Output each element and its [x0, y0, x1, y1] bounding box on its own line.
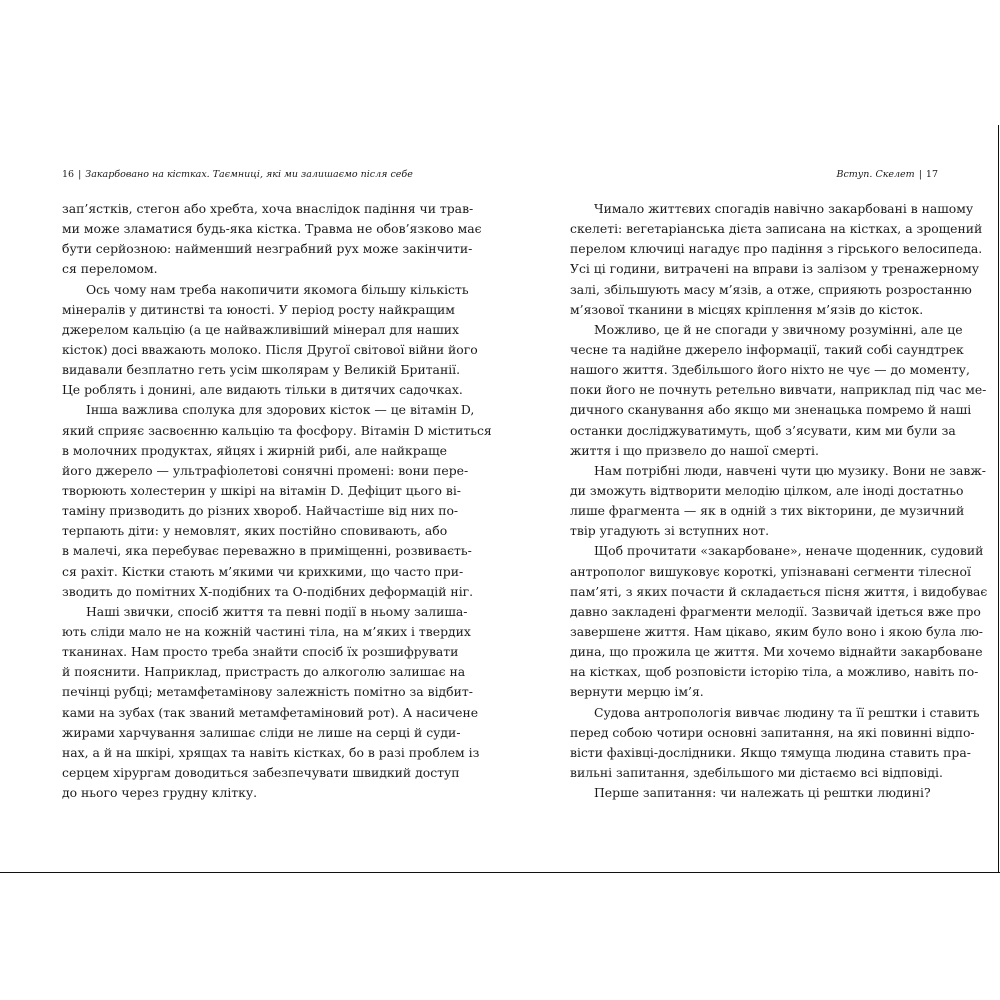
text-line: Чимало життєвих спогадів навічно закарбовані в нашому — [594, 201, 974, 216]
right-page-body — [570, 199, 988, 803]
text-line: перелом ключиці нагадує про падіння з гірського велосипеда. — [570, 241, 983, 257]
page-edge-bottom — [0, 872, 1000, 873]
text-line: Нам потрібні люди, навчені чути цю музику. Вони не завж- — [594, 462, 986, 478]
text-line: Інша важлива сполука для здорових кісток — це вітамін D, — [86, 402, 475, 418]
text-line: таміну призводить до різних хвороб. Найчастіше від них по- — [62, 503, 459, 519]
text-line: пам’яті, з яких почасти й складається пісня життя, і видобуває — [570, 583, 988, 599]
text-line: джерелом кальцію (а це найважливіший мінерал для наших — [62, 321, 460, 337]
text-line: Це роблять і донині, але видають тільки в дитячих садочках. — [62, 382, 463, 398]
text-line: який сприяє засвоєнню кальцію та фосфору. Вітамін D міститься — [62, 422, 492, 438]
text-line: ди зможуть відтворити мелодію цілком, але іноді достатньо — [570, 482, 964, 498]
right-running-head — [836, 168, 938, 182]
text-line: давно закладені фрагменти мелодії. Зазвичай ідеться вже про — [570, 603, 981, 619]
text-line: печінці рубці; метамфетамінову залежність помітно за відбит- — [62, 684, 473, 700]
text-line: м’язової тканини в місцях кріплення м’язів до кісток. — [570, 301, 924, 317]
text-line: до нього через грудну клітку. — [62, 785, 258, 801]
text-line: перед собою чотири основні запитання, на які повинні відпо- — [570, 724, 975, 740]
right-head-separator: | — [918, 169, 922, 180]
text-line: видавали безплатно геть усім школярам у Великій Британії. — [62, 362, 461, 378]
text-line: Усі ці години, витрачені на вправи із залізом у тренажерному — [570, 261, 980, 277]
text-line: вильні запитання, здебільшого ми дістаємо всі відповіді. — [570, 764, 943, 780]
text-line: Можливо, це й не спогади у звичному розумінні, але це — [594, 321, 963, 337]
right-running-title: Вступ. Скелет — [836, 169, 915, 180]
left-page-body — [62, 199, 492, 803]
text-line: терпають діти: у немовлят, яких постійно сповивають, або — [62, 523, 448, 539]
text-line: в молочних продуктах, яйцях і жирній рибі, але найкраще — [62, 442, 447, 458]
left-head-separator: | — [78, 169, 82, 180]
left-running-head — [62, 168, 413, 182]
right-page-number: 17 — [925, 169, 938, 180]
text-line: зап’ястків, стегон або хребта, хоча внаслідок падіння чи трав- — [62, 201, 474, 216]
page-edge-right — [998, 125, 999, 873]
text-line: скелеті: вегетаріанська дієта записана на кістках, а зрощений — [570, 221, 983, 237]
text-line: поки його не почнуть ретельно вивчати, наприклад під час ме- — [570, 382, 987, 398]
text-line: ками на зубах (так званий метамфетаміновий рот). А насичене — [62, 704, 479, 720]
text-line: Судова антропологія вивчає людину та її рештки і ставить — [594, 704, 980, 720]
text-line: в малечі, яка перебуває переважно в приміщенні, розвиваєть- — [62, 543, 472, 559]
text-line: вісти фахівці-дослідники. Якщо тямуща людина ставить пра- — [570, 744, 971, 760]
text-line: лише фрагмента — як в одній з тих вікторини, де музичний — [570, 503, 965, 519]
text-line: його джерело — ультрафіолетові сонячні промені: вони пере- — [62, 462, 469, 478]
text-line: серцем хірургам доводиться забезпечувати швидкий доступ — [62, 764, 460, 780]
text-line: антрополог вишуковує короткі, упізнавані сегменти тілесної — [570, 563, 971, 579]
text-line: завершене життя. Нам цікаво, яким було воно і якою була лю- — [570, 623, 983, 639]
text-line: нах, а й на шкірі, хрящах та навіть кістках, бо в разі проблем із — [62, 744, 480, 760]
left-running-title: Закарбовано на кістках. Таємниці, які ми залишаємо після себе — [85, 169, 413, 180]
text-line: Наші звички, спосіб життя та певні події в ньому залиша- — [86, 603, 468, 619]
text-line: дина, що прожила це життя. Ми хочемо віднайти закарбоване — [570, 644, 983, 660]
text-line: й пояснити. Наприклад, пристрасть до алкоголю залишає на — [62, 664, 466, 680]
text-line: чесне та надійне джерело інформації, такий собі саундтрек — [570, 341, 964, 357]
text-line: на кістках, щоб розповісти історію тіла, а можливо, навіть по- — [570, 664, 979, 680]
text-line: творюють холестерин у шкірі на вітамін D. Дефіцит цього ві- — [62, 482, 461, 498]
text-line: вернути мерцю ім’я. — [570, 684, 704, 700]
text-line: кісток) досі вважають молоко. Після Другої світової війни його — [62, 341, 478, 357]
text-line: залі, збільшують масу м’язів, а отже, сприяють розростанню — [570, 281, 972, 297]
text-line: тканинах. Нам просто треба знайти спосіб їх розшифрувати — [62, 644, 459, 660]
text-line: Перше запитання: чи належать ці рештки людині? — [594, 785, 931, 801]
text-line: зводить до помітних Х-подібних та О-подібних деформацій ніг. — [62, 583, 474, 599]
text-line: ми може зламатися будь-яка кістка. Травма не обов’язково має — [62, 221, 482, 237]
text-line: дичного сканування або якщо ми зненацька помремо й наші — [570, 402, 972, 418]
text-line: мінералів у дитинстві та юності. У період росту найкращим — [62, 301, 455, 317]
text-line: нашого життя. Здебільшого його ніхто не чує — до моменту, — [570, 362, 970, 378]
text-line: твір угадують зі вступних нот. — [570, 523, 770, 539]
text-line: останки досліджуватимуть, щоб з’ясувати, ким ми були за — [570, 422, 956, 438]
text-line: життя і що призвело до нашої смерті. — [570, 442, 819, 458]
text-line: Щоб прочитати «закарбоване», неначе щоденник, судовий — [594, 543, 984, 559]
text-line: жирами харчування залишає сліди не лише на серці й суди- — [62, 724, 461, 740]
text-line: бути серйозною: найменший незграбний рух може закінчити- — [62, 241, 473, 257]
text-line: ють сліди мало не на кожній частині тіла, на м’яких і твердих — [62, 623, 471, 639]
left-page-number: 16 — [62, 169, 75, 180]
text-line: ся рахіт. Кістки стають м’якими чи крихкими, що часто при- — [62, 563, 464, 579]
text-line: Ось чому нам треба накопичити якомога більшу кількість — [86, 281, 469, 297]
text-line: ся переломом. — [62, 261, 158, 277]
